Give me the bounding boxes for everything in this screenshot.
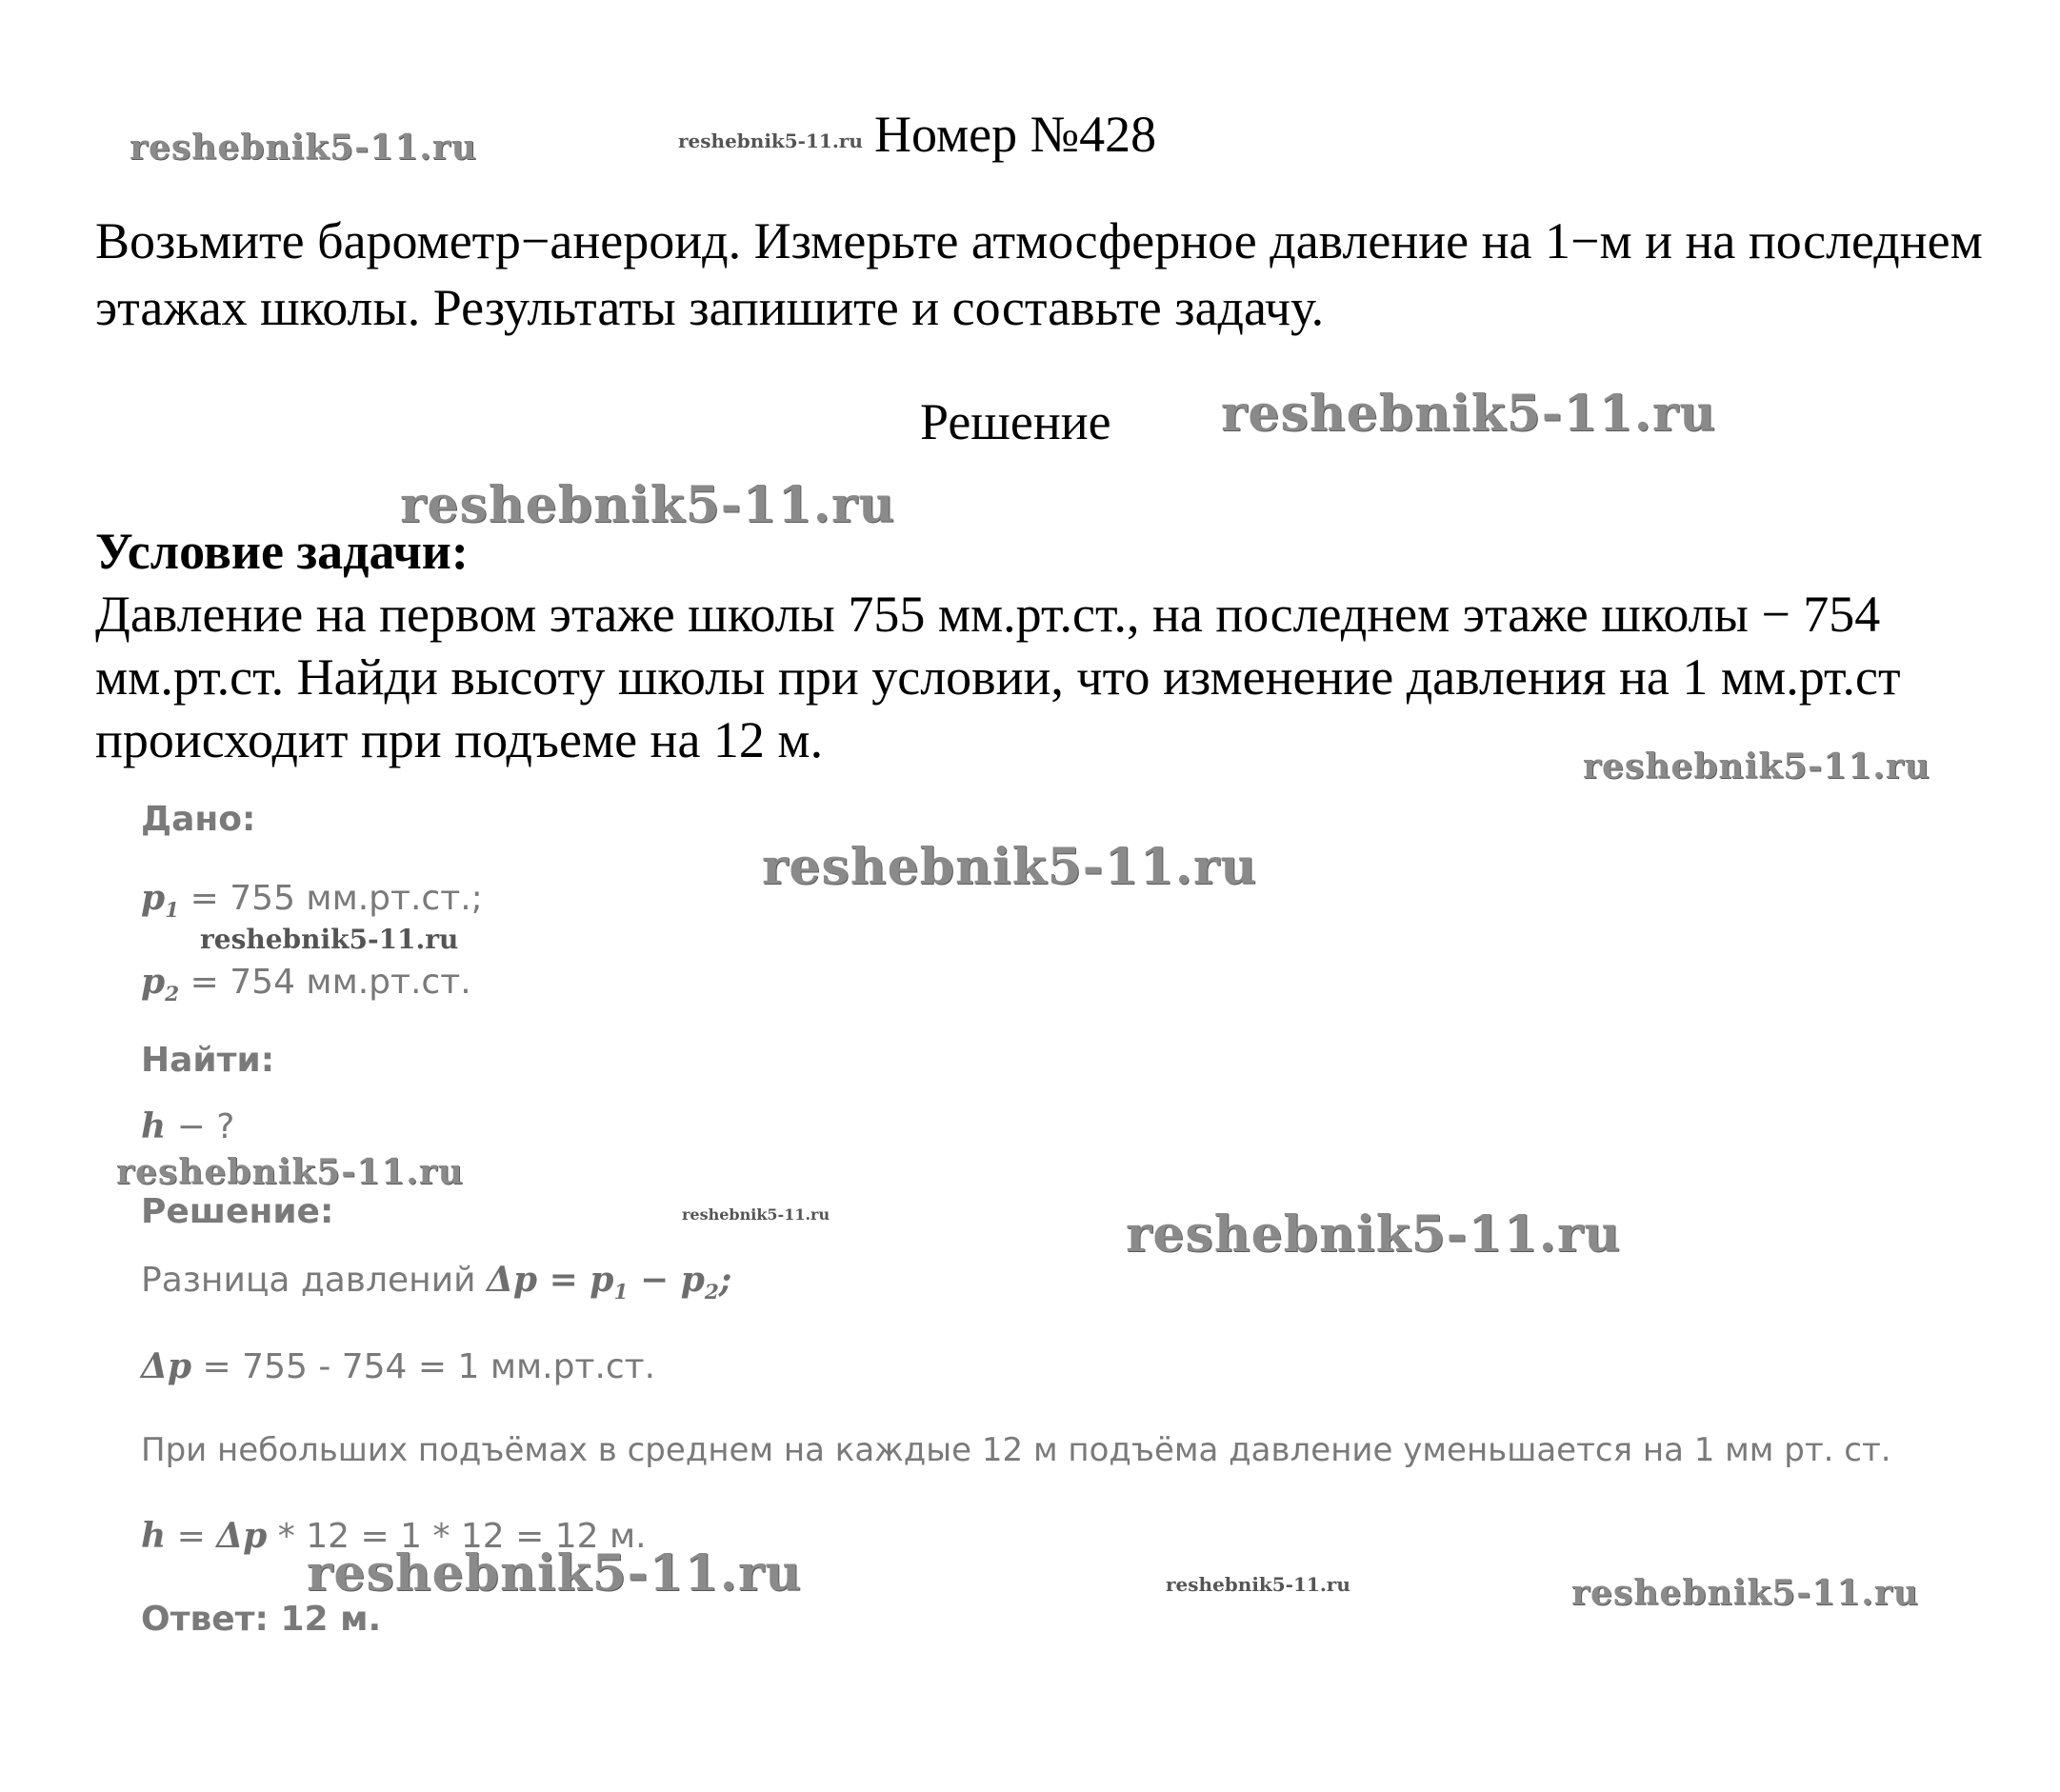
condition-label: Условие задачи: xyxy=(95,523,469,580)
watermark: reshebnik5-11.ru xyxy=(1571,1573,1919,1613)
equals: = xyxy=(166,1517,217,1556)
watermark: reshebnik5-11.ru xyxy=(130,128,477,168)
watermark: reshebnik5-11.ru xyxy=(400,476,896,534)
watermark: reshebnik5-11.ru xyxy=(762,838,1258,896)
watermark: reshebnik5-11.ru xyxy=(682,1205,830,1224)
solution-line-2 xyxy=(141,1346,655,1386)
delta-p-symbol: Δp xyxy=(141,1346,192,1386)
solution-line-1 xyxy=(141,1260,731,1304)
solution-label: Решение: xyxy=(141,1192,334,1231)
watermark: reshebnik5-11.ru xyxy=(116,1152,464,1192)
solution-line-3: При небольших подъёмах в среднем на каждые 12 м подъёма давление уменьшается на 1 мм рт. ст. xyxy=(141,1431,1891,1469)
answer: Ответ: 12 м. xyxy=(141,1600,382,1639)
p1-symbol: $p_1$ xyxy=(141,878,180,924)
h-symbol: h xyxy=(141,1106,167,1146)
delta-p-calc: = 755 - 754 = 1 мм.рт.ст. xyxy=(191,1347,656,1386)
watermark: reshebnik5-11.ru xyxy=(200,924,459,955)
find-h xyxy=(141,1106,234,1146)
given-p1 xyxy=(141,878,483,923)
watermark: reshebnik5-11.ru xyxy=(1166,1573,1350,1596)
watermark: reshebnik5-11.ru xyxy=(1221,385,1717,443)
given-p2 xyxy=(141,962,471,1006)
watermark: reshebnik5-11.ru xyxy=(678,129,863,152)
delta-p-symbol: Δp xyxy=(216,1516,268,1556)
given-label: Дано: xyxy=(141,800,256,839)
watermark: reshebnik5-11.ru xyxy=(1126,1205,1622,1264)
p1-value: = 755 мм.рт.ст.; xyxy=(179,879,483,918)
task-text: Возьмите барометр−анероид. Измерьте атмосферное давление на 1−м и на последнем этажах школы. Результаты запишите и составьте задачу. xyxy=(95,212,1983,336)
pressure-difference-formula: $\Delta p = p_1 - p_2$; xyxy=(486,1260,732,1305)
page-title: Номер №428 xyxy=(874,106,1157,163)
pressure-difference-text: Разница давлений xyxy=(141,1261,487,1300)
watermark: reshebnik5-11.ru xyxy=(307,1544,803,1603)
condition-text: Давление на первом этаже школы 755 мм.рт.ст., на последнем этаже школы − 754 мм.рт.ст. Найди высоту школы при условии, что изменение давления на 1 мм.рт.ст происходит при подъеме на 12 м. xyxy=(95,586,1901,768)
solution-line-4 xyxy=(141,1516,647,1556)
h-symbol: h xyxy=(141,1516,167,1556)
p2-symbol: $p_2$ xyxy=(141,962,180,1007)
solution-heading: Решение xyxy=(920,393,1111,450)
find-rest: − ? xyxy=(166,1107,235,1146)
find-label: Найти: xyxy=(141,1041,275,1080)
p2-value: = 754 мм.рт.ст. xyxy=(179,963,471,1002)
height-calc: * 12 = 1 * 12 = 12 м. xyxy=(267,1517,647,1556)
watermark: reshebnik5-11.ru xyxy=(1583,747,1930,786)
